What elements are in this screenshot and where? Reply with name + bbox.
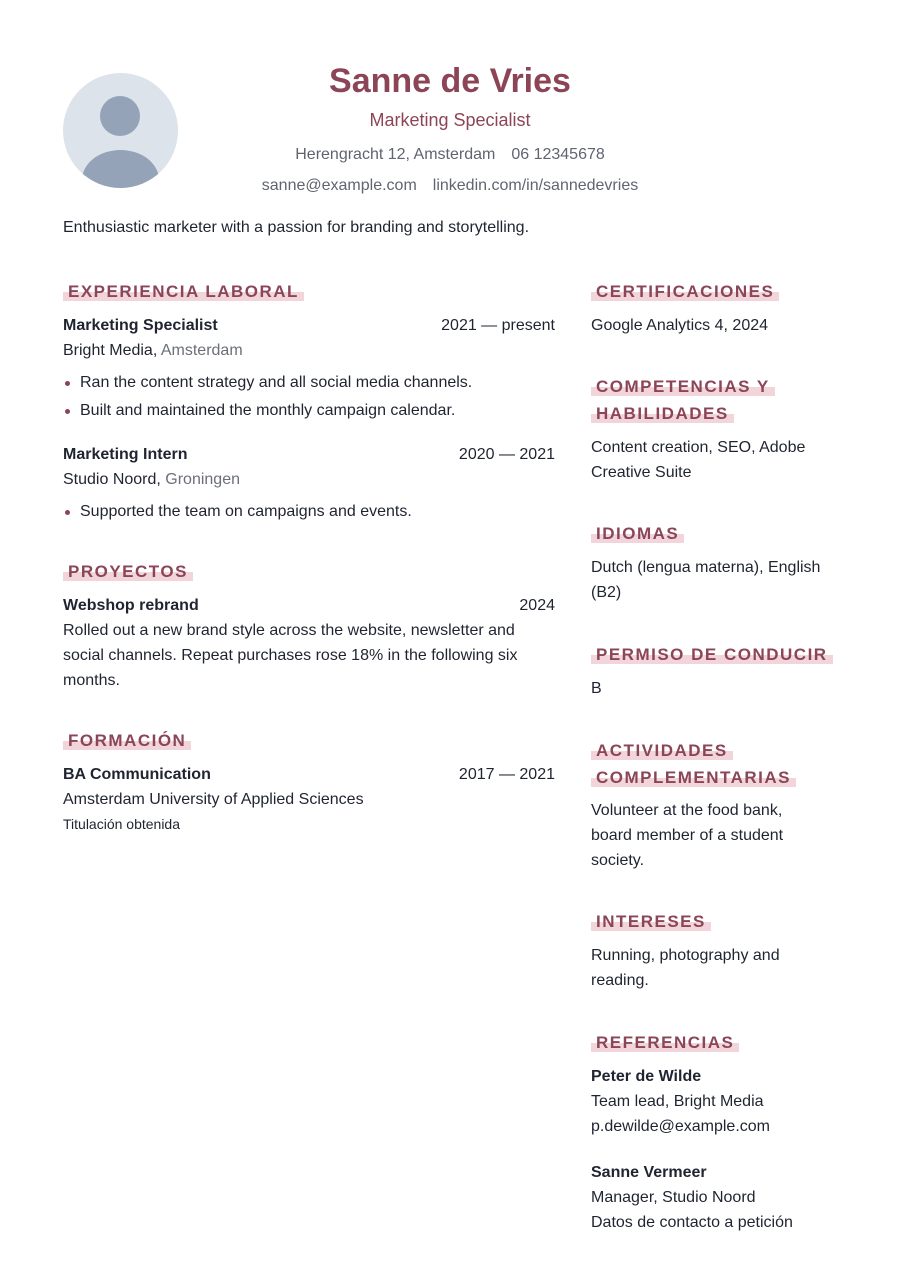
job-city: Groningen bbox=[165, 471, 240, 488]
reference-name: Sanne Vermeer bbox=[591, 1164, 707, 1181]
experience-item: Marketing Intern 2020 — 2021 Studio Noord, Groningen Supported the team on campaigns and events. bbox=[63, 442, 555, 526]
reference-role: Team lead, Bright Media bbox=[591, 1093, 764, 1110]
education-degree: BA Communication bbox=[63, 766, 211, 783]
reference-item bbox=[591, 1160, 841, 1235]
job-role: Marketing Specialist bbox=[63, 317, 218, 334]
section-title-driving-license: PERMISO DE CONDUCIR bbox=[591, 641, 833, 668]
interests-text: Running, photography and reading. bbox=[591, 947, 780, 989]
profile-summary: Enthusiastic marketer with a passion for branding and storytelling. bbox=[63, 219, 530, 236]
contact-line-2 bbox=[180, 177, 720, 195]
address: Herengracht 12, Amsterdam bbox=[295, 146, 496, 163]
project-year: 2024 bbox=[519, 597, 555, 614]
phone: 06 12345678 bbox=[511, 146, 605, 163]
candidate-job-title: Marketing Specialist bbox=[369, 110, 531, 130]
avatar-body bbox=[82, 150, 159, 188]
job-company: Bright Media bbox=[63, 342, 153, 359]
contact-line-1 bbox=[180, 146, 720, 164]
avatar-head bbox=[100, 96, 140, 136]
avatar-placeholder bbox=[63, 73, 178, 188]
skills-text: Content creation, SEO, Adobe Creative Suite bbox=[591, 439, 806, 481]
reference-contact: Datos de contacto a petición bbox=[591, 1214, 793, 1231]
job-role: Marketing Intern bbox=[63, 446, 188, 463]
candidate-name: Sanne de Vries bbox=[329, 62, 571, 100]
education-dates: 2017 — 2021 bbox=[458, 766, 555, 783]
job-city: Amsterdam bbox=[160, 342, 243, 359]
job-bullets bbox=[63, 369, 555, 425]
bullet-item: Ran the content strategy and all social media channels. bbox=[63, 369, 555, 397]
activities-text: Volunteer at the food bank, board member of a student society. bbox=[591, 802, 784, 869]
reference-contact: p.dewilde@example.com bbox=[591, 1118, 770, 1135]
project-name: Webshop rebrand bbox=[63, 597, 199, 614]
education-note: Titulación obtenida bbox=[63, 816, 181, 832]
section-title-activities: ACTIVIDADES COMPLEMENTARIAS bbox=[591, 737, 796, 791]
section-title-experience: EXPERIENCIA LABORAL bbox=[63, 278, 304, 305]
job-dates: 2020 — 2021 bbox=[458, 446, 555, 463]
languages-text: Dutch (lengua materna), English (B2) bbox=[591, 559, 821, 601]
email-link[interactable]: sanne@example.com bbox=[261, 177, 417, 194]
project-item bbox=[63, 593, 555, 693]
job-dates: 2021 — present bbox=[441, 317, 555, 334]
section-title-certifications: CERTIFICACIONES bbox=[591, 278, 779, 305]
bullet-item: Supported the team on campaigns and events. bbox=[63, 498, 555, 526]
education-school: Amsterdam University of Applied Sciences bbox=[63, 791, 364, 808]
education-item bbox=[63, 762, 555, 837]
section-title-languages: IDIOMAS bbox=[591, 520, 684, 547]
section-title-education: FORMACIÓN bbox=[63, 727, 191, 754]
reference-role: Manager, Studio Noord bbox=[591, 1189, 756, 1206]
driving-license-text: B bbox=[591, 680, 602, 697]
bullet-item: Built and maintained the monthly campaign calendar. bbox=[63, 397, 555, 425]
job-company: Studio Noord bbox=[63, 471, 157, 488]
section-title-interests: INTERESES bbox=[591, 908, 711, 935]
job-bullets bbox=[63, 498, 555, 526]
section-title-references: REFERENCIAS bbox=[591, 1029, 739, 1056]
reference-name: Peter de Wilde bbox=[591, 1068, 702, 1085]
linkedin-link[interactable]: linkedin.com/in/sannedevries bbox=[432, 177, 639, 194]
section-title-skills: COMPETENCIAS Y HABILIDADES bbox=[591, 373, 775, 427]
reference-item bbox=[591, 1064, 841, 1139]
experience-item: Marketing Specialist 2021 — present Bright Media, Amsterdam Ran the content strategy and all social media channels. Built and maintained the monthly campaign calendar. bbox=[63, 313, 555, 425]
section-title-projects: PROYECTOS bbox=[63, 558, 193, 585]
project-description: Rolled out a new brand style across the website, newsletter and social channels. Repeat purchases rose 18% in the following six months. bbox=[63, 622, 518, 689]
certifications-text: Google Analytics 4, 2024 bbox=[591, 317, 769, 334]
